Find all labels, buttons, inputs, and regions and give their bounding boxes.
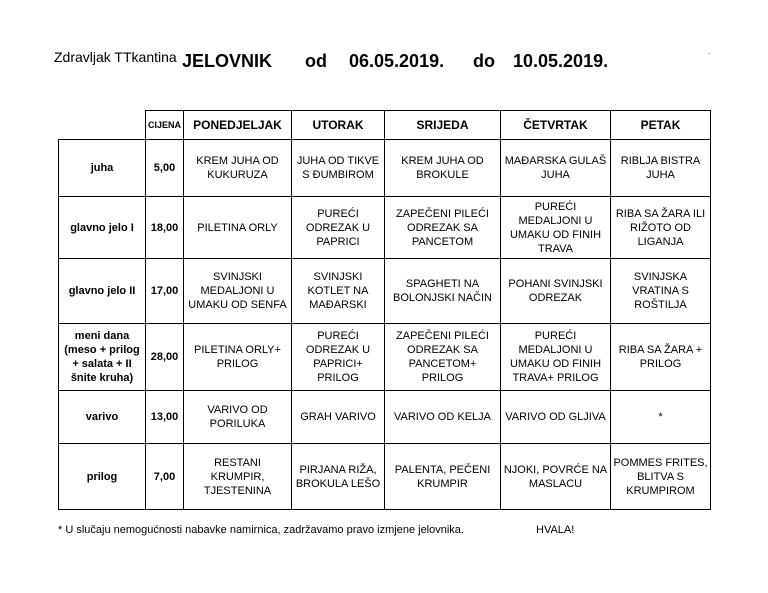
menu-item-cell: RESTANI KRUMPIR, TJESTENINA: [184, 444, 292, 510]
menu-item-cell: RIBLJA BISTRA JUHA: [611, 140, 711, 197]
menu-item-cell: KREM JUHA OD BROKULE: [385, 140, 501, 197]
menu-item-cell: KREM JUHA OD KUKURUZA: [184, 140, 292, 197]
menu-item-cell: PIRJANA RIŽA, BROKULA LEŠO: [292, 444, 385, 510]
menu-item-cell: SVINJSKI MEDALJONI U UMAKU OD SENFA: [184, 259, 292, 324]
menu-item-cell: POMMES FRITES, BLITVA S KRUMPIROM: [611, 444, 711, 510]
category-cell: prilog: [59, 444, 146, 510]
header-corner: [59, 111, 146, 140]
menu-item-cell: PALENTA, PEČENI KRUMPIR: [385, 444, 501, 510]
corner-mark: .: [708, 47, 711, 56]
price-cell: 13,00: [146, 391, 184, 444]
menu-item-cell: SVINJSKA VRATINA S ROŠTILJA: [611, 259, 711, 324]
menu-table: [58, 110, 711, 510]
menu-row-glavno-jelo-1: [59, 197, 711, 259]
day-header-friday: PETAK: [611, 111, 711, 140]
menu-item-cell: POHANI SVINJSKI ODREZAK: [501, 259, 611, 324]
menu-row-glavno-jelo-2: [59, 259, 711, 324]
menu-item-cell: PUREĆI ODREZAK U PAPRICI: [292, 197, 385, 259]
menu-item-cell: MAĐARSKA GULAŠ JUHA: [501, 140, 611, 197]
header-row: [59, 111, 711, 140]
menu-item-cell: RIBA SA ŽARA ILI RIŽOTO OD LIGANJA: [611, 197, 711, 259]
menu-item-cell: VARIVO OD KELJA: [385, 391, 501, 444]
price-column-header: CIJENA: [146, 111, 184, 140]
menu-item-cell: *: [611, 391, 711, 444]
menu-item-cell: PUREĆI ODREZAK U PAPRICI+ PRILOG: [292, 324, 385, 391]
menu-item-cell: PILETINA ORLY+ PRILOG: [184, 324, 292, 391]
menu-item-cell: PILETINA ORLY: [184, 197, 292, 259]
thanks-note: HVALA!: [536, 524, 575, 536]
footnote: * U slučaju nemogućnosti nabavke namirnica, zadržavamo pravo izmjene jelovnika.: [58, 524, 464, 536]
price-cell: 18,00: [146, 197, 184, 259]
category-cell: glavno jelo II: [59, 259, 146, 324]
price-cell: 17,00: [146, 259, 184, 324]
menu-row-prilog: [59, 444, 711, 510]
menu-title: JELOVNIK: [182, 51, 273, 71]
menu-row-varivo: [59, 391, 711, 444]
menu-item-cell: SVINJSKI KOTLET NA MAĐARSKI: [292, 259, 385, 324]
menu-item-cell: SPAGHETI NA BOLONJSKI NAČIN: [385, 259, 501, 324]
menu-item-cell: ZAPEČENI PILEĆI ODREZAK SA PANCETOM: [385, 197, 501, 259]
menu-item-cell: JUHA OD TIKVE S ĐUMBIROM: [292, 140, 385, 197]
day-header-wednesday: SRIJEDA: [385, 111, 501, 140]
date-to: 10.05.2019.: [513, 51, 609, 71]
date-from-label: od: [305, 51, 327, 71]
menu-row-meni-dana: [59, 324, 711, 391]
category-cell: juha: [59, 140, 146, 197]
day-header-tuesday: UTORAK: [292, 111, 385, 140]
category-cell: glavno jelo I: [59, 197, 146, 259]
company-name: Zdravljak TTkantina: [54, 49, 177, 65]
category-cell: meni dana (meso + prilog + salata + II šnite kruha): [59, 324, 146, 391]
price-cell: 5,00: [146, 140, 184, 197]
menu-item-cell: ZAPEČENI PILEĆI ODREZAK SA PANCETOM+ PRILOG: [385, 324, 501, 391]
day-header-monday: PONEDJELJAK: [184, 111, 292, 140]
menu-item-cell: GRAH VARIVO: [292, 391, 385, 444]
menu-item-cell: PUREĆI MEDALJONI U UMAKU OD FINIH TRAVA: [501, 197, 611, 259]
menu-item-cell: RIBA SA ŽARA + PRILOG: [611, 324, 711, 391]
day-header-thursday: ČETVRTAK: [501, 111, 611, 140]
price-cell: 28,00: [146, 324, 184, 391]
date-from: 06.05.2019.: [349, 51, 445, 71]
menu-item-cell: NJOKI, POVRĆE NA MASLACU: [501, 444, 611, 510]
menu-item-cell: VARIVO OD GLJIVA: [501, 391, 611, 444]
price-cell: 7,00: [146, 444, 184, 510]
menu-row-juha: [59, 140, 711, 197]
menu-item-cell: VARIVO OD PORILUKA: [184, 391, 292, 444]
menu-item-cell: PUREĆI MEDALJONI U UMAKU OD FINIH TRAVA+ PRILOG: [501, 324, 611, 391]
category-cell: varivo: [59, 391, 146, 444]
date-to-label: do: [473, 51, 495, 71]
